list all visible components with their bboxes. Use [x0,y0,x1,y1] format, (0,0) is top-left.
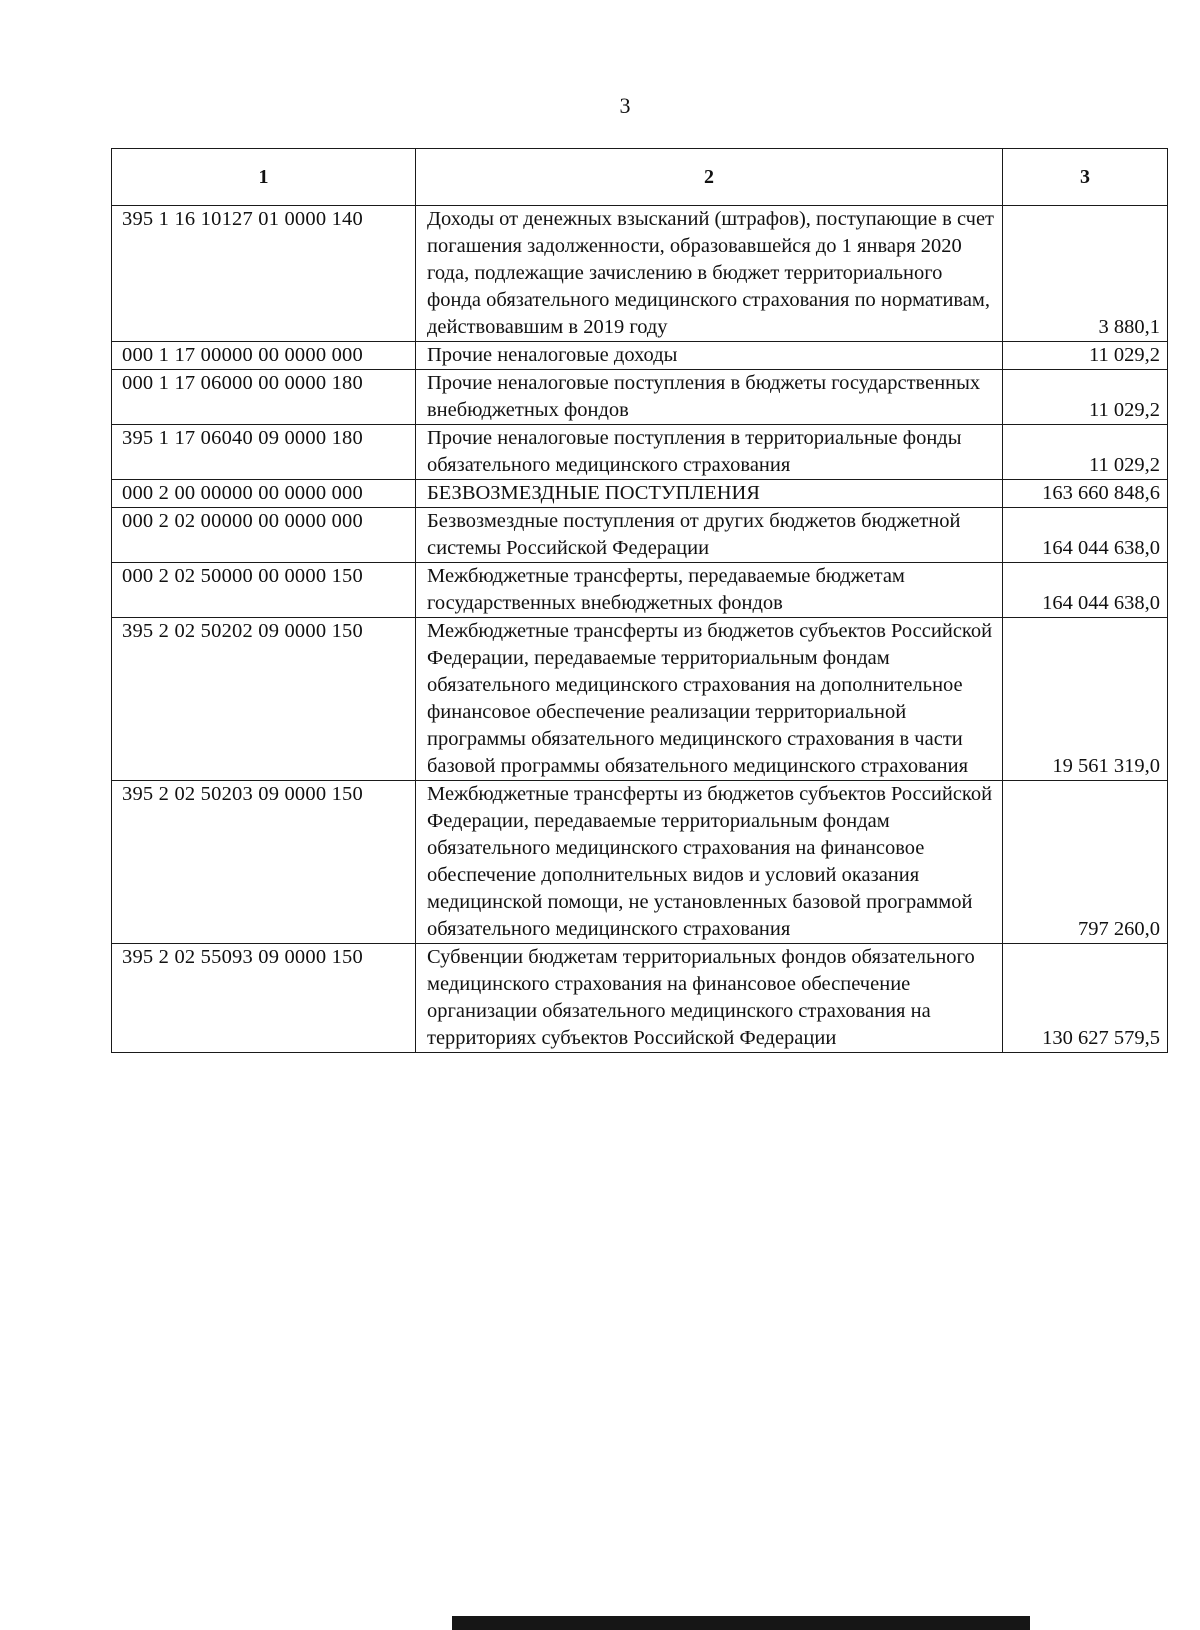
row-code: 395 1 17 06040 09 0000 180 [112,425,416,480]
row-code: 000 2 02 50000 00 0000 150 [112,563,416,618]
row-amount: 11 029,2 [1003,342,1168,370]
row-amount: 164 044 638,0 [1003,508,1168,563]
row-amount: 164 044 638,0 [1003,563,1168,618]
table-header-row [112,149,1168,206]
row-description: Доходы от денежных взысканий (штрафов), поступающие в счет погашения задолженности, образовавшейся до 1 января 2020 года, подлежащие зачислению в бюджет территориального фонда обязательного медицинского страхования по нормативам, действовавшим в 2019 году [416,206,1003,342]
row-code: 395 2 02 55093 09 0000 150 [112,944,416,1053]
row-description: Межбюджетные трансферты из бюджетов субъектов Российской Федерации, передаваемые территориальным фондам обязательного медицинского страхования на финансовое обеспечение дополнительных видов и условий оказания медицинской помощи, не установленных базовой программой обязательного медицинского страхования [416,781,1003,944]
row-description: Прочие неналоговые доходы [416,342,1003,370]
table-row [112,342,1168,370]
row-description: Безвозмездные поступления от других бюджетов бюджетной системы Российской Федерации [416,508,1003,563]
row-description: Межбюджетные трансферты из бюджетов субъектов Российской Федерации, передаваемые территориальным фондам обязательного медицинского страхования на дополнительное финансовое обеспечение реализации территориальной программы обязательного медицинского страхования в части базовой программы обязательного медицинского страхования [416,618,1003,781]
row-code: 000 1 17 00000 00 0000 000 [112,342,416,370]
row-amount: 163 660 848,6 [1003,480,1168,508]
page-number: 3 [619,93,631,118]
row-amount: 797 260,0 [1003,781,1168,944]
row-code: 000 2 02 00000 00 0000 000 [112,508,416,563]
row-code: 000 2 00 00000 00 0000 000 [112,480,416,508]
row-amount: 130 627 579,5 [1003,944,1168,1053]
row-amount: 19 561 319,0 [1003,618,1168,781]
column-header-description: 2 [416,149,1003,206]
table-row [112,370,1168,425]
scan-edge-rule [452,1616,1030,1630]
row-code: 000 1 17 06000 00 0000 180 [112,370,416,425]
table-row [112,563,1168,618]
row-description: Прочие неналоговые поступления в бюджеты государственных внебюджетных фондов [416,370,1003,425]
table-row [112,425,1168,480]
row-amount: 3 880,1 [1003,206,1168,342]
column-header-code: 1 [112,149,416,206]
table-row [112,944,1168,1053]
table-row [112,206,1168,342]
row-description: Прочие неналоговые поступления в территориальные фонды обязательного медицинского страхования [416,425,1003,480]
table-row [112,781,1168,944]
row-amount: 11 029,2 [1003,425,1168,480]
row-description: БЕЗВОЗМЕЗДНЫЕ ПОСТУПЛЕНИЯ [416,480,1003,508]
table-row [112,480,1168,508]
table-row [112,618,1168,781]
row-description: Субвенции бюджетам территориальных фондов обязательного медицинского страхования на финансовое обеспечение организации обязательного медицинского страхования на территориях субъектов Российской Федерации [416,944,1003,1053]
budget-revenue-table [111,148,1168,1053]
table-row [112,508,1168,563]
row-code: 395 2 02 50202 09 0000 150 [112,618,416,781]
row-code: 395 2 02 50203 09 0000 150 [112,781,416,944]
column-header-amount: 3 [1003,149,1168,206]
row-description: Межбюджетные трансферты, передаваемые бюджетам государственных внебюджетных фондов [416,563,1003,618]
row-code: 395 1 16 10127 01 0000 140 [112,206,416,342]
row-amount: 11 029,2 [1003,370,1168,425]
